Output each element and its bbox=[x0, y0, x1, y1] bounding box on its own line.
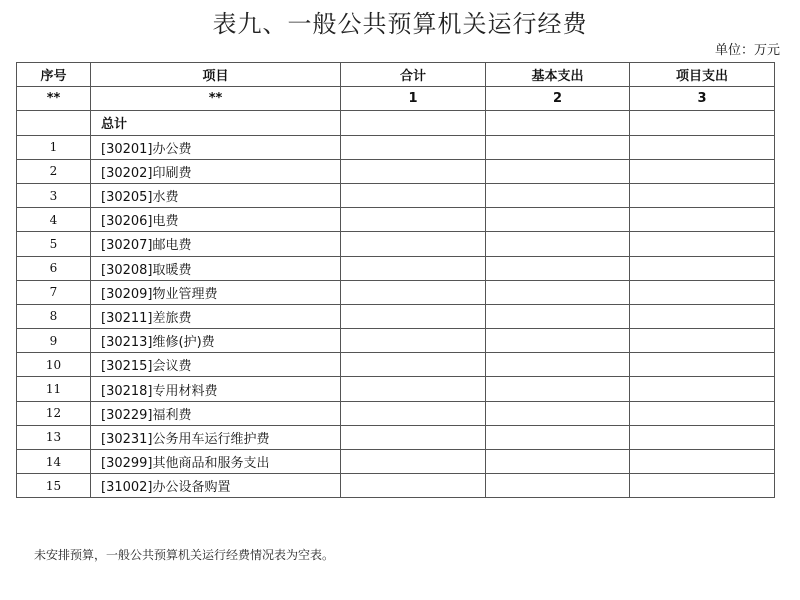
row-item: [30299]其他商品和服务支出 bbox=[91, 450, 341, 474]
total-basic-cell bbox=[486, 111, 630, 135]
row-basic-cell bbox=[486, 353, 630, 377]
table-row bbox=[17, 425, 775, 449]
row-number: 8 bbox=[17, 304, 91, 328]
row-number: 6 bbox=[17, 256, 91, 280]
unit-label: 单位：万元 bbox=[714, 43, 780, 58]
row-total-cell bbox=[341, 450, 486, 474]
table-row bbox=[17, 401, 775, 425]
row-project-cell bbox=[630, 353, 775, 377]
row-basic-cell bbox=[486, 183, 630, 207]
row-item: [30207]邮电费 bbox=[91, 232, 341, 256]
row-item: [30218]专用材料费 bbox=[91, 377, 341, 401]
row-project-cell bbox=[630, 329, 775, 353]
row-project-cell bbox=[630, 135, 775, 159]
row-total-cell bbox=[341, 183, 486, 207]
row-basic-cell bbox=[486, 232, 630, 256]
row-number: 5 bbox=[17, 232, 91, 256]
table-row bbox=[17, 183, 775, 207]
header-total: 合计 bbox=[341, 63, 486, 87]
footnote: 未安排预算，一般公共预算机关运行经费情况表为空表。 bbox=[34, 548, 335, 562]
row-number: 15 bbox=[17, 474, 91, 498]
row-basic-cell bbox=[486, 401, 630, 425]
row-number: 12 bbox=[17, 401, 91, 425]
row-total-cell bbox=[341, 232, 486, 256]
table-row bbox=[17, 232, 775, 256]
budget-table bbox=[16, 62, 775, 498]
row-number: 3 bbox=[17, 183, 91, 207]
header-no: 序号 bbox=[17, 63, 91, 87]
row-number: 2 bbox=[17, 159, 91, 183]
row-project-cell bbox=[630, 474, 775, 498]
table-row bbox=[17, 135, 775, 159]
row-project-cell bbox=[630, 208, 775, 232]
total-row bbox=[17, 111, 775, 135]
table-row bbox=[17, 208, 775, 232]
row-number: 7 bbox=[17, 280, 91, 304]
row-project-cell bbox=[630, 159, 775, 183]
row-basic-cell bbox=[486, 159, 630, 183]
row-project-cell bbox=[630, 280, 775, 304]
row-item: [30213]维修(护)费 bbox=[91, 329, 341, 353]
header-row bbox=[17, 63, 775, 87]
table-row bbox=[17, 450, 775, 474]
row-number: 9 bbox=[17, 329, 91, 353]
row-total-cell bbox=[341, 135, 486, 159]
row-basic-cell bbox=[486, 425, 630, 449]
total-label: 总计 bbox=[91, 111, 341, 135]
row-basic-cell bbox=[486, 329, 630, 353]
total-sum-cell bbox=[341, 111, 486, 135]
index-cell: 2 bbox=[486, 87, 630, 111]
table-row bbox=[17, 280, 775, 304]
row-total-cell bbox=[341, 256, 486, 280]
header-basic-expense: 基本支出 bbox=[486, 63, 630, 87]
row-project-cell bbox=[630, 232, 775, 256]
row-project-cell bbox=[630, 377, 775, 401]
total-no-cell bbox=[17, 111, 91, 135]
index-cell: ** bbox=[17, 87, 91, 111]
row-number: 1 bbox=[17, 135, 91, 159]
row-item: [30205]水费 bbox=[91, 183, 341, 207]
row-total-cell bbox=[341, 401, 486, 425]
row-number: 11 bbox=[17, 377, 91, 401]
index-row bbox=[17, 87, 775, 111]
row-number: 10 bbox=[17, 353, 91, 377]
table-row bbox=[17, 474, 775, 498]
row-total-cell bbox=[341, 208, 486, 232]
row-total-cell bbox=[341, 353, 486, 377]
row-item: [31002]办公设备购置 bbox=[91, 474, 341, 498]
row-basic-cell bbox=[486, 474, 630, 498]
table-row bbox=[17, 304, 775, 328]
total-project-cell bbox=[630, 111, 775, 135]
index-cell: 3 bbox=[630, 87, 775, 111]
row-basic-cell bbox=[486, 208, 630, 232]
row-project-cell bbox=[630, 304, 775, 328]
row-project-cell bbox=[630, 425, 775, 449]
row-basic-cell bbox=[486, 304, 630, 328]
row-project-cell bbox=[630, 183, 775, 207]
row-basic-cell bbox=[486, 256, 630, 280]
row-project-cell bbox=[630, 401, 775, 425]
row-total-cell bbox=[341, 280, 486, 304]
table-row bbox=[17, 377, 775, 401]
row-number: 13 bbox=[17, 425, 91, 449]
index-cell: ** bbox=[91, 87, 341, 111]
row-project-cell bbox=[630, 450, 775, 474]
row-number: 14 bbox=[17, 450, 91, 474]
table-row bbox=[17, 353, 775, 377]
row-item: [30231]公务用车运行维护费 bbox=[91, 425, 341, 449]
table-row bbox=[17, 329, 775, 353]
row-item: [30208]取暖费 bbox=[91, 256, 341, 280]
row-item: [30206]电费 bbox=[91, 208, 341, 232]
table-row bbox=[17, 159, 775, 183]
row-total-cell bbox=[341, 159, 486, 183]
row-project-cell bbox=[630, 256, 775, 280]
row-item: [30211]差旅费 bbox=[91, 304, 341, 328]
row-number: 4 bbox=[17, 208, 91, 232]
row-total-cell bbox=[341, 329, 486, 353]
header-project-expense: 项目支出 bbox=[630, 63, 775, 87]
row-item: [30201]办公费 bbox=[91, 135, 341, 159]
row-total-cell bbox=[341, 304, 486, 328]
page-title: 表九、一般公共预算机关运行经费 bbox=[212, 10, 588, 38]
row-total-cell bbox=[341, 474, 486, 498]
row-item: [30202]印刷费 bbox=[91, 159, 341, 183]
row-basic-cell bbox=[486, 135, 630, 159]
table-row bbox=[17, 256, 775, 280]
row-total-cell bbox=[341, 425, 486, 449]
header-item: 项目 bbox=[91, 63, 341, 87]
row-item: [30229]福利费 bbox=[91, 401, 341, 425]
row-basic-cell bbox=[486, 377, 630, 401]
row-basic-cell bbox=[486, 280, 630, 304]
row-basic-cell bbox=[486, 450, 630, 474]
row-item: [30209]物业管理费 bbox=[91, 280, 341, 304]
row-total-cell bbox=[341, 377, 486, 401]
row-item: [30215]会议费 bbox=[91, 353, 341, 377]
index-cell: 1 bbox=[341, 87, 486, 111]
